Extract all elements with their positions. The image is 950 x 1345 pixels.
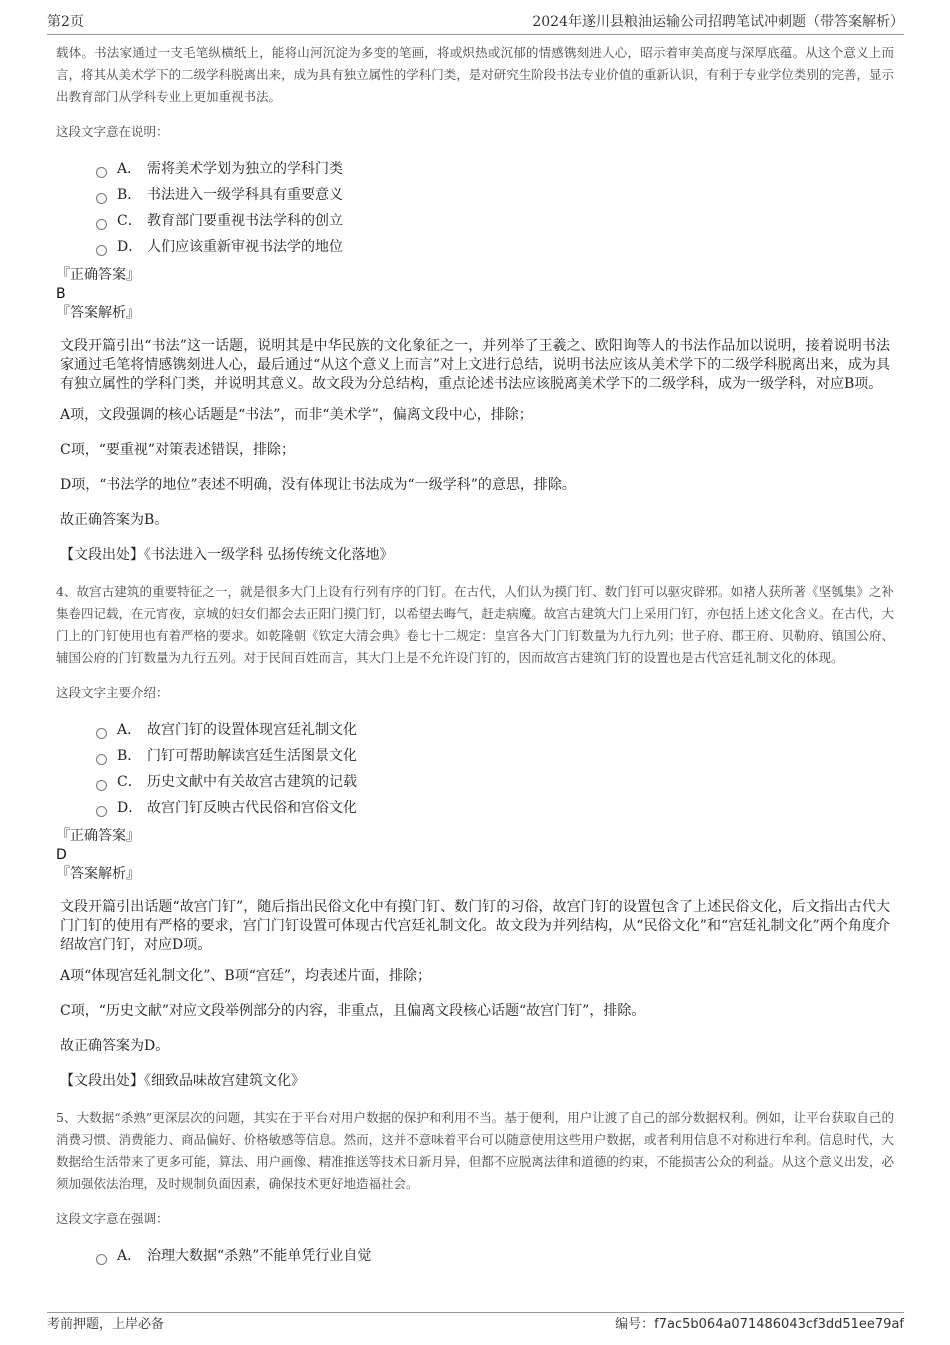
q3-passage: 载体。书法家通过一支毛笔纵横纸上，能将山河沉淀为多变的笔画，将或炽热或沉郁的情感镌刻进人心，昭示着审美高度与深厚底蕴。从这个意义上而言，将其从美术学下的二级学科脱离出来，成为具有独立属性的学科门类，是对研究生阶段书法专业价值的重新认识，有利于专业学位类别的完善，显示出教育部门从学科专业上更加重视书法。 bbox=[56, 45, 894, 104]
option-text: 故宫门钉的设置体现宫廷礼制文化 bbox=[147, 722, 357, 738]
option-text: 故宫门钉反映古代民俗和宫俗文化 bbox=[147, 800, 357, 816]
option-letter: C． bbox=[117, 213, 142, 229]
option-text: 门钉可帮助解读宫廷生活图景文化 bbox=[147, 748, 357, 764]
option-letter: A． bbox=[117, 161, 142, 177]
footer-slogan: 考前押题，上岸必备 bbox=[47, 1317, 165, 1332]
q4-source: 【文段出处】《细致品味故宫建筑文化》 bbox=[60, 1073, 305, 1089]
q4-analysis-tag: 『答案解析』 bbox=[56, 866, 140, 882]
q4-option-a[interactable] bbox=[96, 717, 894, 743]
code-label: 编号： bbox=[615, 1317, 655, 1332]
page-number: 第2页 bbox=[47, 14, 84, 30]
q5-option-a[interactable] bbox=[96, 1243, 894, 1269]
q3-prompt: 这段文字意在说明： bbox=[56, 124, 169, 139]
option-text: 需将美术学划为独立的学科门类 bbox=[147, 161, 343, 177]
q3-analysis: 文段开篇引出“书法”这一话题，说明其是中华民族的文化象征之一，并列举了王羲之、欧阳询等人的书法作品加以说明，接着说明书法家通过毛笔将情感镌刻进人心，最后通过“从这个意义上而言”对上文进行总结，说明书法应该从美术学下的二级学科脱离出来，成为具有独立属性的学科门类，并说明其意义。故文段为分总结构，重点论述书法应该脱离美术学下的二级学科，成为一级学科，对应B项。 bbox=[60, 338, 890, 392]
option-letter: A． bbox=[117, 722, 142, 738]
q3-note-c: C项，“要重视”对策表述错误，排除； bbox=[60, 442, 296, 458]
q3-option-b[interactable] bbox=[96, 182, 894, 208]
option-letter: D． bbox=[117, 239, 143, 255]
radio-icon[interactable] bbox=[96, 754, 107, 765]
option-text: 治理大数据“杀熟”不能单凭行业自觉 bbox=[147, 1248, 372, 1264]
option-text: 教育部门要重视书法学科的创立 bbox=[147, 213, 343, 229]
code-value: f7ac5b064a071486043cf3dd51ee79af bbox=[654, 1317, 904, 1332]
q4-conclusion: 故正确答案为D。 bbox=[60, 1038, 170, 1054]
q5-passage: 5、大数据“杀熟”更深层次的问题，其实在于平台对用户数据的保护和利用不当。基于便利，用户让渡了自己的部分数据权利。例如，让平台获取自己的消费习惯、消费能力、商品偏好、价格敏感等信息。然而，这并不意味着平台可以随意使用这些用户数据，或者利用信息不对称进行牟利。信息时代，大数据给生活带来了更多可能，算法、用户画像、精准推送等技术日新月异，但都不应脱离法律和道德的约束，不能损害公众的利益。从这个意义出发，必须加强依法治理，及时规制负面因素，确保技术更好地造福社会。 bbox=[56, 1110, 894, 1191]
radio-icon[interactable] bbox=[96, 219, 107, 230]
q3-options bbox=[96, 156, 894, 260]
q4-prompt: 这段文字主要介绍： bbox=[56, 685, 169, 700]
page-content bbox=[56, 42, 894, 1269]
q3-note-a: A项，文段强调的核心话题是“书法”，而非“美术学”，偏离文段中心，排除； bbox=[60, 407, 533, 423]
radio-icon[interactable] bbox=[96, 245, 107, 256]
q3-answer-tag: 『正确答案』 bbox=[56, 267, 140, 283]
q3-analysis-tag: 『答案解析』 bbox=[56, 305, 140, 321]
q5-options bbox=[96, 1243, 894, 1269]
radio-icon[interactable] bbox=[96, 780, 107, 791]
q3-note-d: D项，“书法学的地位”表述不明确，没有体现让书法成为“一级学科”的意思，排除。 bbox=[60, 477, 576, 493]
q4-answer-tag: 『正确答案』 bbox=[56, 828, 140, 844]
q4-answer: D bbox=[56, 847, 67, 863]
page-footer bbox=[47, 1312, 904, 1339]
q4-option-b[interactable] bbox=[96, 743, 894, 769]
q4-option-c[interactable] bbox=[96, 769, 894, 795]
q3-option-d[interactable] bbox=[96, 234, 894, 260]
q3-option-c[interactable] bbox=[96, 208, 894, 234]
option-text: 历史文献中有关故宫古建筑的记载 bbox=[147, 774, 357, 790]
q4-options bbox=[96, 717, 894, 821]
page-header bbox=[47, 10, 904, 35]
radio-icon[interactable] bbox=[96, 728, 107, 739]
q3-source: 【文段出处】《书法进入一级学科 弘扬传统文化落地》 bbox=[60, 547, 394, 563]
q3-answer: B bbox=[56, 286, 66, 302]
q4-option-d[interactable] bbox=[96, 795, 894, 821]
q4-note-ab: A项“体现宫廷礼制文化”、B项“宫廷”，均表述片面，排除； bbox=[60, 968, 432, 984]
option-letter: A． bbox=[117, 1248, 142, 1264]
q4-note-c: C项，“历史文献”对应文段举例部分的内容，非重点，且偏离文段核心话题“故宫门钉”，排除。 bbox=[60, 1003, 646, 1019]
q3-option-a[interactable] bbox=[96, 156, 894, 182]
option-text: 书法进入一级学科具有重要意义 bbox=[147, 187, 343, 203]
option-letter: B． bbox=[117, 748, 142, 764]
document-title: 2024年遂川县粮油运输公司招聘笔试冲刺题（带答案解析） bbox=[532, 14, 904, 30]
option-letter: B． bbox=[117, 187, 142, 203]
option-text: 人们应该重新审视书法学的地位 bbox=[147, 239, 343, 255]
q3-conclusion: 故正确答案为B。 bbox=[60, 512, 169, 528]
radio-icon[interactable] bbox=[96, 193, 107, 204]
q5-prompt: 这段文字意在强调： bbox=[56, 1211, 169, 1226]
radio-icon[interactable] bbox=[96, 1254, 107, 1265]
radio-icon[interactable] bbox=[96, 806, 107, 817]
q4-passage: 4、故宫古建筑的重要特征之一，就是很多大门上设有行列有序的门钉。在古代，人们认为摸门钉、数门钉可以驱灾辟邪。如褚人获所著《坚瓠集》之补集卷四记载，在元宵夜，京城的妇女们都会去正阳门摸门钉，以希望去晦气，赶走病魔。故宫古建筑大门上采用门钉，亦包括上述文化含义。在古代，大门上的门钉使用也有着严格的要求。如乾隆朝《钦定大清会典》卷七十二规定：皇宫各大门门钉数量为九行九列；世子府、郡王府、贝勒府、镇国公府、辅国公府的门钉数量为九行五列。对于民间百姓而言，其大门上是不允许设门钉的，因而故宫古建筑门钉的设置也是古代宫廷礼制文化的体现。 bbox=[56, 584, 894, 665]
option-letter: C． bbox=[117, 774, 142, 790]
option-letter: D． bbox=[117, 800, 143, 816]
radio-icon[interactable] bbox=[96, 167, 107, 178]
q4-analysis: 文段开篇引出话题“故宫门钉”，随后指出民俗文化中有摸门钉、数门钉的习俗，故宫门钉的设置包含了上述民俗文化，后文指出古代大门门钉的使用有严格的要求，宫门门钉设置可体现古代宫廷礼制文化。故文段为并列结构，从“民俗文化”和“宫廷礼制文化”两个角度介绍故宫门钉，对应D项。 bbox=[60, 899, 890, 953]
document-code bbox=[615, 1316, 904, 1334]
